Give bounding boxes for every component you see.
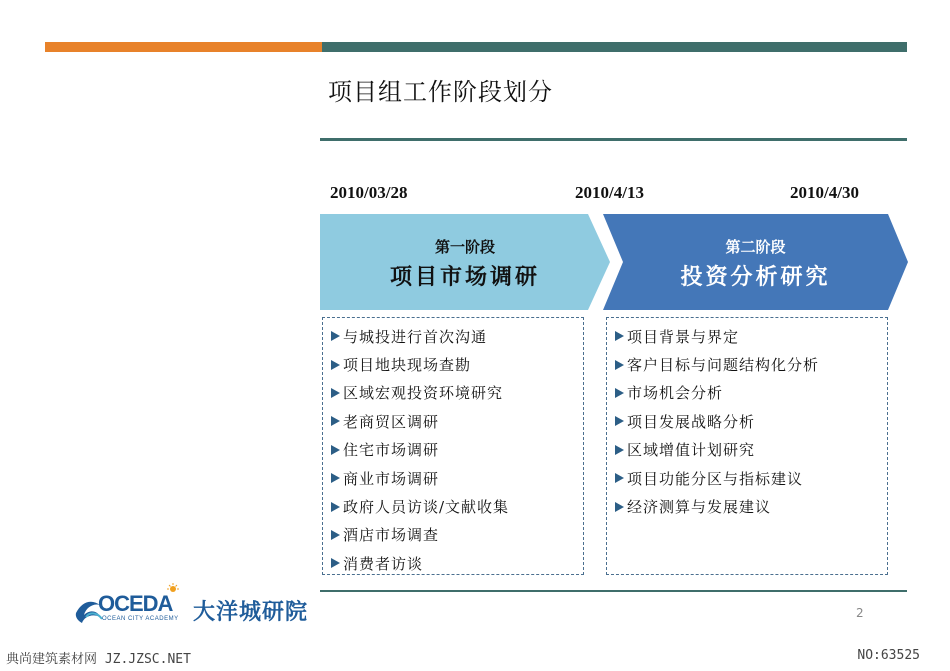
top-accent-bar-orange: [45, 42, 322, 52]
slide-title: 项目组工作阶段划分: [328, 78, 553, 106]
bottom-divider: [320, 590, 907, 592]
arrow-bullet-icon: [615, 445, 624, 455]
watermark-source: 典尚建筑素材网 JZ.JZSC.NET: [6, 652, 191, 667]
list-item: 经济测算与发展建议: [607, 492, 887, 520]
phase-2-label: 第二阶段: [725, 238, 786, 256]
logo-chinese-name: 大洋城研院: [193, 600, 309, 625]
list-item: 政府人员访谈/文献收集: [323, 492, 583, 520]
arrow-bullet-icon: [615, 360, 624, 370]
list-item: 老商贸区调研: [323, 407, 583, 435]
phase-1-chevron: [320, 214, 610, 310]
arrow-bullet-icon: [615, 416, 624, 426]
list-item: 酒店市场调查: [323, 521, 583, 549]
timeline-date-start: 2010/03/28: [330, 183, 408, 202]
arrow-bullet-icon: [331, 388, 340, 398]
logo-subtitle: OCEAN CITY ACADEMY: [102, 616, 179, 622]
arrow-bullet-icon: [615, 502, 624, 512]
list-item: 市场机会分析: [607, 379, 887, 407]
phase-2-text: [603, 214, 908, 310]
list-item: 区域增值计划研究: [607, 436, 887, 464]
list-item: 住宅市场调研: [323, 436, 583, 464]
list-item: 项目发展战略分析: [607, 407, 887, 435]
list-item: 与城投进行首次沟通: [323, 322, 583, 350]
list-item: 商业市场调研: [323, 464, 583, 492]
timeline-date-end: 2010/4/30: [790, 183, 859, 202]
top-accent-bar-teal: [322, 42, 907, 52]
list-item: 区域宏观投资环境研究: [323, 379, 583, 407]
arrow-bullet-icon: [615, 388, 624, 398]
logo-wordmark: OCEDA: [98, 591, 173, 616]
arrow-bullet-icon: [615, 473, 624, 483]
phase-1-text: [320, 214, 610, 310]
phase-1-task-list: [322, 317, 584, 575]
phase-2-chevron: [603, 214, 908, 310]
arrow-bullet-icon: [331, 416, 340, 426]
arrow-bullet-icon: [331, 331, 340, 341]
arrow-bullet-icon: [331, 473, 340, 483]
phase-2-task-list: [606, 317, 888, 575]
list-item: 消费者访谈: [323, 549, 583, 577]
list-item: 项目背景与界定: [607, 322, 887, 350]
phase-1-name: 项目市场调研: [389, 264, 540, 290]
list-item: 客户目标与问题结构化分析: [607, 350, 887, 378]
watermark-number: NO:63525: [857, 648, 920, 663]
timeline-date-mid: 2010/4/13: [575, 183, 644, 202]
list-item: 项目功能分区与指标建议: [607, 464, 887, 492]
arrow-bullet-icon: [331, 530, 340, 540]
title-divider: [320, 138, 907, 141]
arrow-bullet-icon: [331, 360, 340, 370]
arrow-bullet-icon: [615, 331, 624, 341]
page-number: 2: [856, 606, 864, 620]
arrow-bullet-icon: [331, 558, 340, 568]
phase-2-name: 投资分析研究: [680, 264, 831, 290]
arrow-bullet-icon: [331, 445, 340, 455]
phase-1-label: 第一阶段: [434, 238, 495, 256]
arrow-bullet-icon: [331, 502, 340, 512]
list-item: 项目地块现场查勘: [323, 350, 583, 378]
oceda-logo: [72, 583, 332, 629]
